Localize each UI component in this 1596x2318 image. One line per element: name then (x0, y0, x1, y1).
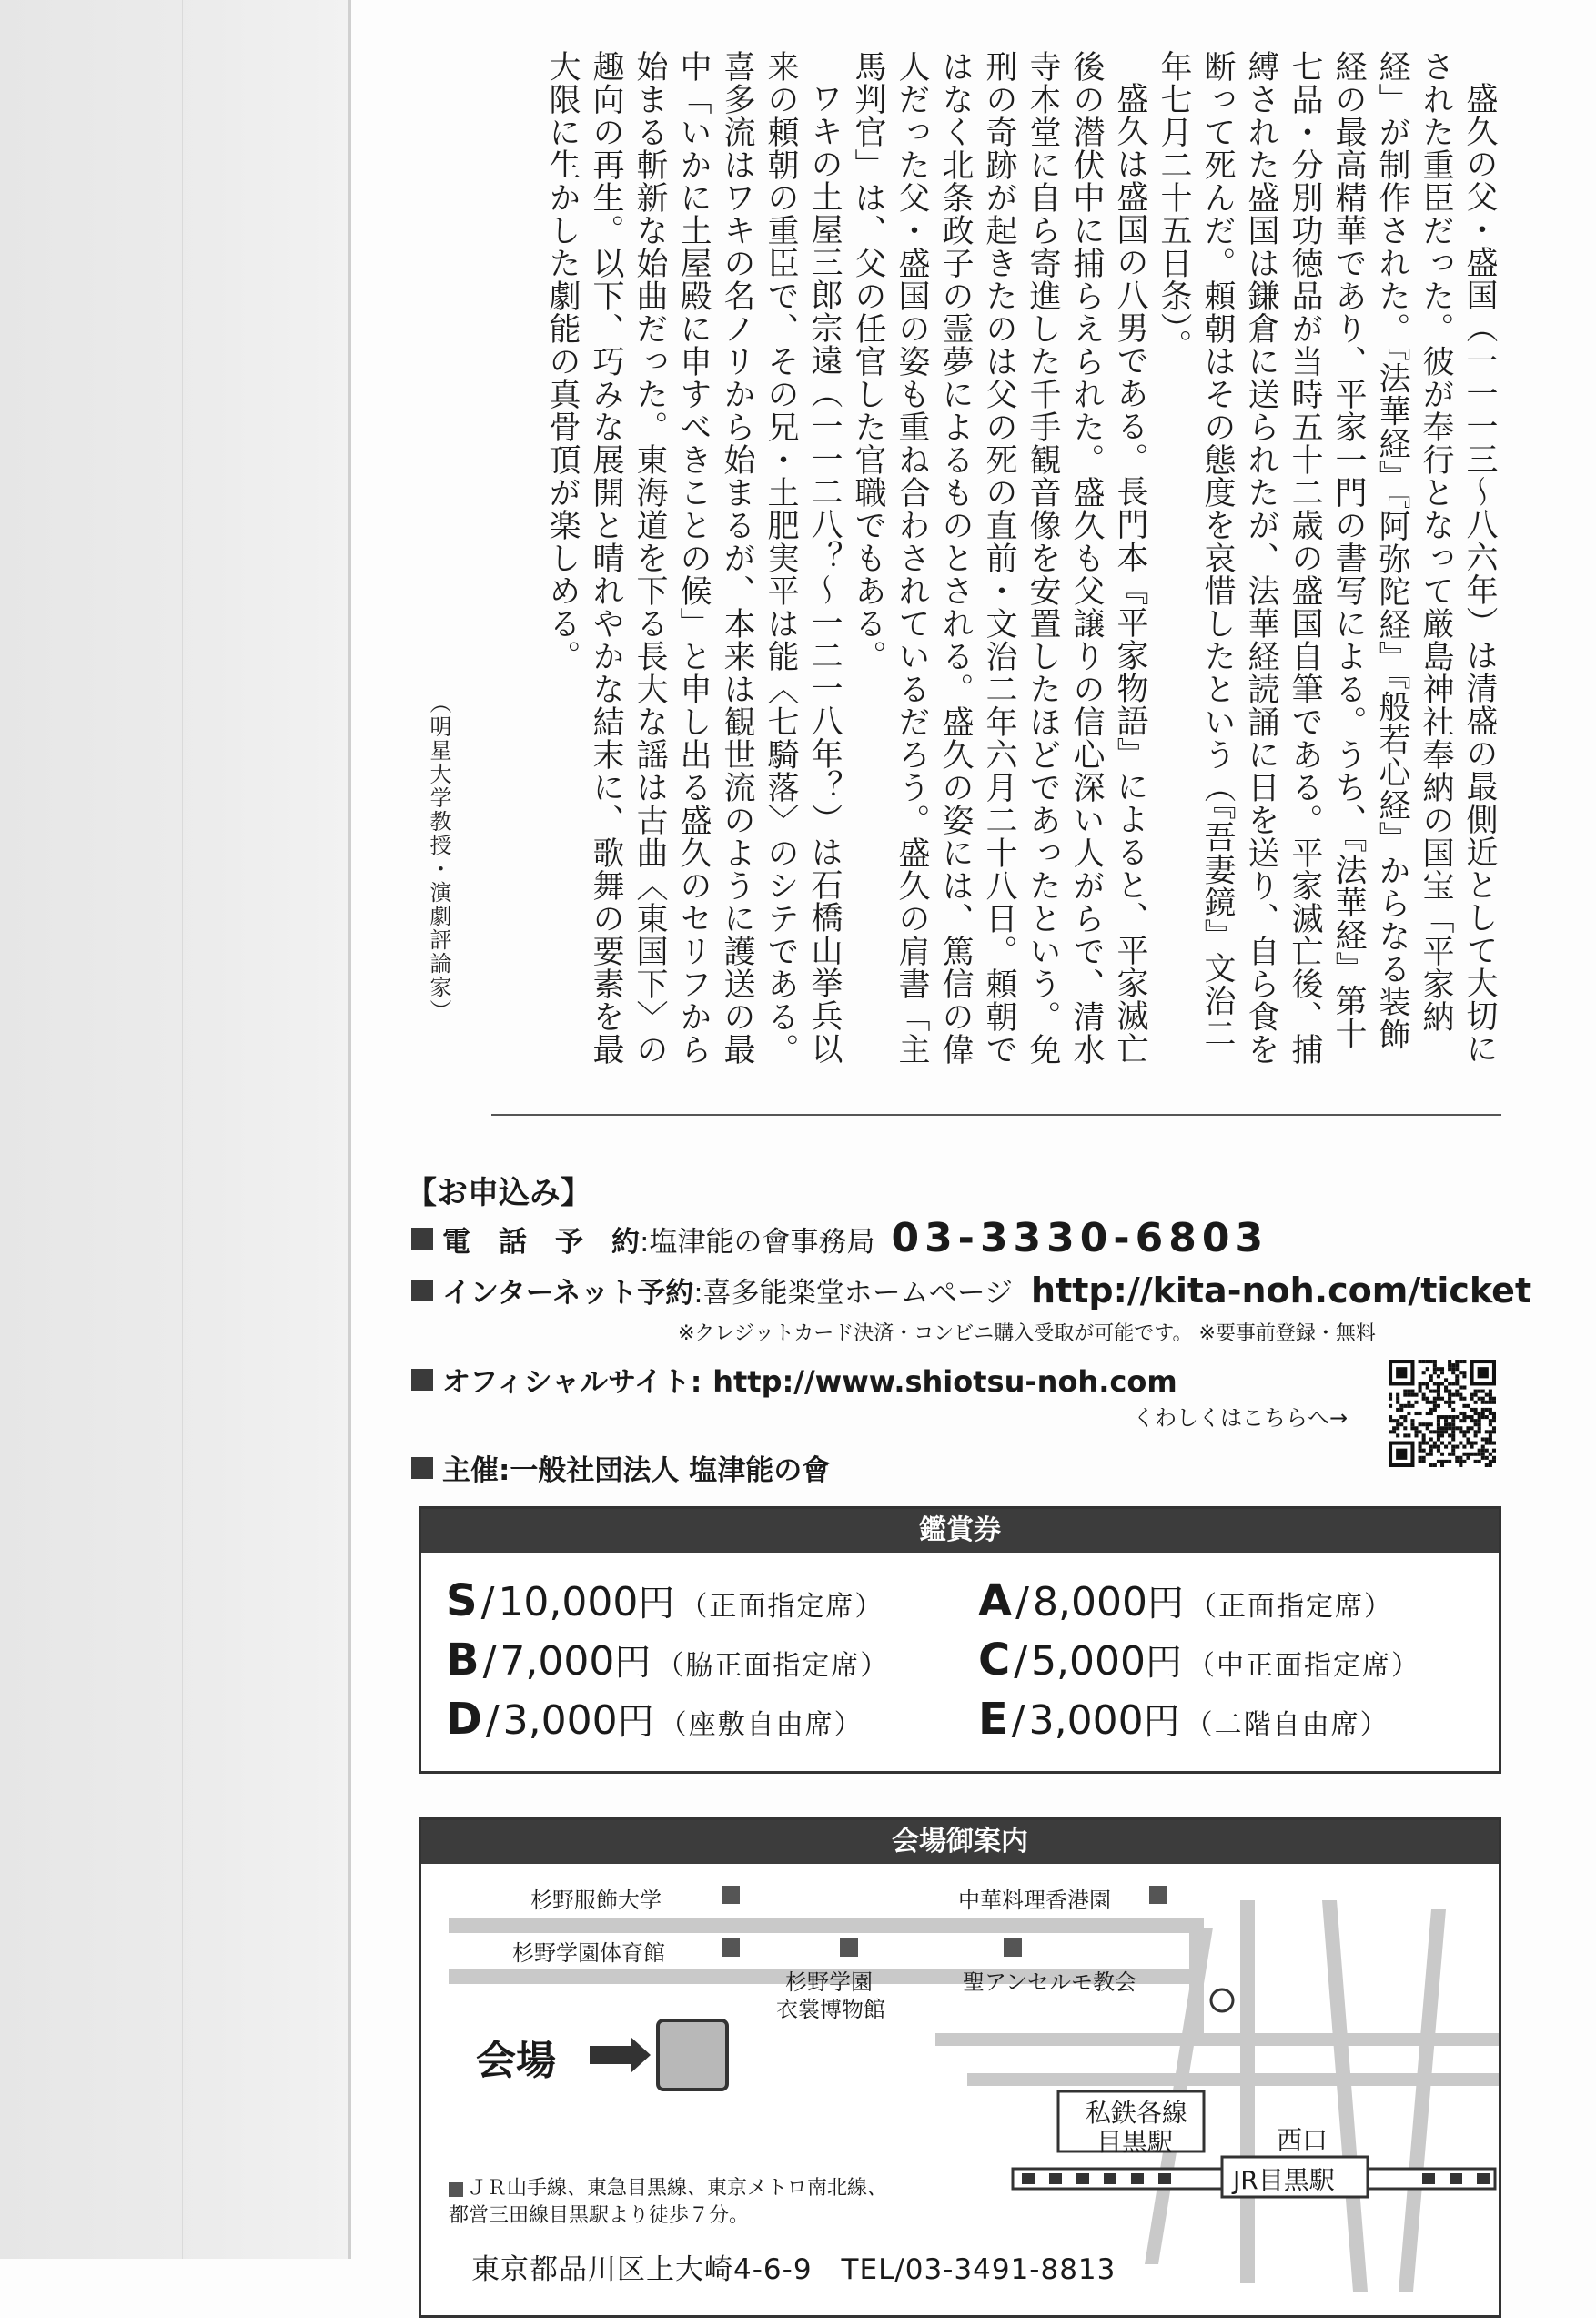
ticket-price: 8,000 (1032, 1579, 1147, 1625)
ticket-price: 5,000 (1031, 1638, 1146, 1685)
jr-meguro-station: JR目黒駅 (1233, 2165, 1335, 2195)
ticket-item: B / 7,000 円 （脇正面指定席） (446, 1635, 890, 1685)
ticket-price: 10,000 (498, 1579, 639, 1625)
ticket-class: E (978, 1694, 1008, 1745)
bullet-square-icon (449, 2182, 463, 2197)
ticket-price: 3,000 (1028, 1697, 1144, 1744)
bullet-square-icon (411, 1457, 433, 1479)
bullet-square-icon (411, 1369, 433, 1391)
internet-row (411, 1270, 1531, 1311)
phone-row (411, 1215, 1268, 1261)
ticket-class: B (446, 1635, 480, 1685)
apply-heading: 【お申込み】 (406, 1175, 591, 1211)
fold-edge (348, 0, 351, 2259)
ticket-seat: （正面指定席） (680, 1591, 884, 1623)
venue-label: 会場 (476, 2038, 556, 2084)
phone-number[interactable]: 03-3330-6803 (891, 1215, 1269, 1261)
host-label: 主催 (442, 1454, 499, 1487)
host-value: :一般社団法人 塩津能の會 (499, 1454, 831, 1487)
ticket-class: A (978, 1575, 1013, 1626)
ticket-seat: （中正面指定席） (1187, 1650, 1421, 1682)
page-fold-shadow (0, 0, 350, 2259)
ticket-item: D / 3,000 円 （座敷自由席） (446, 1694, 864, 1745)
ticket-seat: （二階自由席） (1185, 1709, 1389, 1741)
access-line-1: ＪＲ山手線、東急目黒線、東京メトロ南北線、 (467, 2177, 888, 2200)
qr-hint: くわしくはこちらへ→ (1133, 1405, 1349, 1431)
landmark-square-icon (1004, 1938, 1022, 1957)
internet-url-link[interactable]: http://kita-noh.com/ticket (1031, 1270, 1532, 1311)
essay-text (491, 50, 1501, 1069)
essay-paragraph-1: 盛久の父・盛国（一一一三〜八六年）は清盛の最側近として大切にされた重臣だった。彼が奉行となって厳島神社奉納の国宝「平家納経」が制作された。『法華経』『阿弥陀経』『般若心経』からなる装飾経の最高精華であり、平家一門の書写による。うち、『法華経』第十七品・分別功徳品が当時五十二歳の盛国自筆である。平家滅亡後、捕縛された盛国は鎌倉に送られたが、法華経読誦に日を送り、自ら食を断って死んだ。頼朝はその態度を哀惜したという（『吾妻鏡』文治二年七月二十五日条）。 (1156, 50, 1498, 1066)
internet-label: インターネット予約 (442, 1277, 694, 1310)
private-lines-label: 私鉄各線 (1086, 2098, 1188, 2128)
essay-paragraph-2: 盛久は盛国の八男である。長門本『平家物語』によると、平家滅亡後の潜伏中に捕らえられた。盛久も父譲りの信心深い人がらで、清水寺本堂に自ら寄進した千手観音像を安置したほどであったという。免刑の奇跡が起きたのは父の死の直前・文治二年六月二十八日。頼朝ではなく北条政子の霊夢によるものとされる。盛久の姿には、篤信の偉人だった父・盛国の姿も重ね合わされているだろう。盛久の肩書「主馬判官」は、父の任官した官職でもある。 (850, 50, 1148, 1066)
landmark-square-icon (722, 1938, 740, 1957)
bullet-square-icon (411, 1228, 433, 1250)
landmark-sugino-gym: 杉野学園体育館 (512, 1940, 665, 1966)
ticket-yen: 円 (617, 1701, 654, 1743)
fold-crease (182, 0, 183, 2259)
landmark-square-icon (722, 1886, 740, 1904)
ticket-class: D (446, 1694, 482, 1745)
internet-site: :喜多能楽堂ホームページ (693, 1277, 1014, 1310)
author-credit: （明星大学教授・演劇評論家） (426, 692, 451, 1023)
ticket-yen: 円 (1143, 1701, 1180, 1743)
venue-heading: 会場御案内 (421, 1820, 1499, 1864)
internet-note: ※クレジットカード決済・コンビニ購入受取が可能です。 ※要事前登録・無料 (678, 1322, 1376, 1345)
landmark-chinese-restaurant: 中華料理香港園 (958, 1888, 1111, 1913)
ticket-list (419, 1556, 1496, 1762)
ticket-class: S (446, 1575, 478, 1626)
ticket-seat: （脇正面指定席） (656, 1650, 890, 1682)
landmark-sugino-museum: 杉野学園 (785, 1969, 873, 1995)
venue-box (419, 1817, 1501, 2318)
phone-org: :塩津能の會事務局 (640, 1226, 875, 1259)
official-label: オフィシャルサイト (442, 1366, 691, 1399)
landmark-sugino-fashion: 杉野服飾大学 (530, 1888, 662, 1913)
landmark-anselmo-church: 聖アンセルモ教会 (963, 1969, 1137, 1995)
phone-label: 電 話 予 約 (442, 1226, 640, 1259)
ticket-item: S / 10,000 円 （正面指定席） (446, 1575, 884, 1626)
bullet-square-icon (411, 1280, 433, 1301)
west-exit-label: 西口 (1277, 2125, 1328, 2155)
landmark-square-icon (840, 1938, 858, 1957)
ticket-seat: （正面指定席） (1188, 1591, 1393, 1623)
ticket-yen: 円 (638, 1583, 675, 1625)
essay-paragraph-3: ワキの土屋三郎宗遠（一一二八？〜一二一八年？）は石橋山挙兵以来の頼朝の重臣で、その兄・土肥実平は能〈七騎落〉のシテである。喜多流はワキの名ノリから始まるが、本来は観世流のように護送の最中「いかに土屋殿に申すべきことの候」と申し出る盛久のセリフから始まる斬新な始曲だった。東海道を下る長大な謡は古曲〈東国下〉の趣向の再生。以下、巧みな展開と晴れやかな結末に、歌舞の要素を最大限に生かした劇能の真骨頂が楽しめる。 (544, 50, 843, 1066)
ticket-seat: （座敷自由席） (659, 1709, 864, 1741)
venue-address: 東京都品川区上大崎4-6-9 TEL/03-3491-8813 (471, 2253, 1116, 2286)
official-row (411, 1359, 1177, 1400)
ticket-price: 3,000 (502, 1697, 618, 1744)
ticket-item: A / 8,000 円 （正面指定席） (978, 1575, 1393, 1626)
ticket-class: C (978, 1635, 1011, 1685)
ticket-heading: 鑑賞券 (421, 1509, 1499, 1553)
private-lines-station: 目黒駅 (1096, 2127, 1174, 2157)
official-url-link[interactable]: http://www.shiotsu-noh.com (712, 1364, 1177, 1399)
ticket-yen: 円 (1146, 1583, 1184, 1625)
ticket-yen: 円 (1146, 1642, 1183, 1684)
venue-map (421, 1864, 1499, 2315)
qr-code-icon[interactable] (1389, 1360, 1496, 1467)
landmark-square-icon (1149, 1886, 1167, 1904)
ticket-item: E / 3,000 円 （二階自由席） (978, 1694, 1389, 1745)
ticket-yen: 円 (614, 1642, 652, 1684)
access-line-2: 都営三田線目黒駅より徒歩７分。 (449, 2204, 750, 2227)
landmark-sugino-museum-2: 衣裳博物館 (776, 1997, 885, 2022)
official-colon: : (690, 1366, 702, 1399)
section-divider (491, 1114, 1501, 1116)
host-row (411, 1447, 830, 1488)
ticket-price: 7,000 (500, 1638, 615, 1685)
ticket-item: C / 5,000 円 （中正面指定席） (978, 1635, 1421, 1685)
